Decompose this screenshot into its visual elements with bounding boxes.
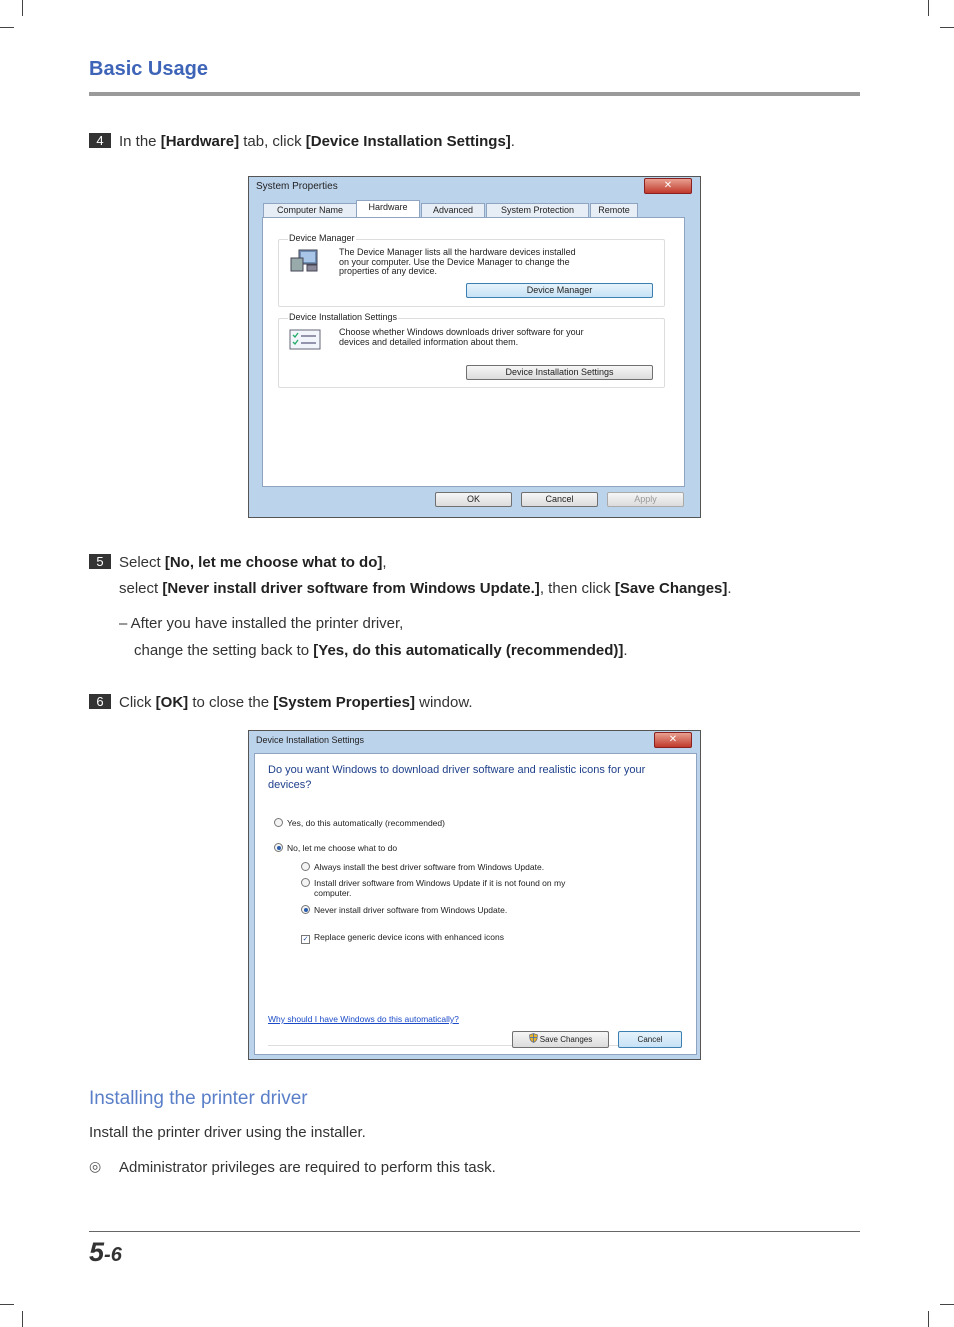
step-text: .: [727, 580, 732, 597]
option-install-if-not-found[interactable]: [301, 878, 565, 898]
section-title: Installing the printer driver: [89, 1088, 308, 1109]
question-line: Do you want Windows to download driver software and realistic icons for your: [268, 764, 646, 776]
step-text: , then click: [539, 580, 615, 597]
option-label: Always install the best driver software from Windows Update.: [314, 862, 545, 872]
option-label: Yes, do this automatically (recommended): [287, 818, 445, 828]
step-emph: [Never install driver software from Windows Update.]: [162, 580, 540, 597]
close-button[interactable]: ✕: [654, 732, 692, 748]
ok-button[interactable]: OK: [435, 492, 512, 507]
cancel-button[interactable]: Cancel: [521, 492, 598, 507]
step-text: change the setting back to: [134, 642, 314, 659]
crop-mark: [22, 0, 23, 16]
step-5-note-2: [134, 641, 628, 661]
option-yes-automatic[interactable]: [274, 818, 445, 828]
device-installation-settings-button[interactable]: Device Installation Settings: [466, 365, 653, 380]
tab-remote[interactable]: Remote: [590, 203, 638, 217]
group-description: [339, 248, 649, 277]
step-text: In the: [119, 133, 161, 150]
why-automatic-link[interactable]: Why should I have Windows do this automatically?: [268, 1014, 459, 1024]
option-label: Never install driver software from Windows Update.: [314, 905, 508, 915]
desc-line: Choose whether Windows downloads driver software for your: [339, 327, 584, 337]
step-text: to close the: [188, 694, 274, 711]
tab-hardware[interactable]: Hardware: [356, 200, 420, 218]
checkbox-checked-icon[interactable]: ✓: [302, 936, 309, 943]
step-5-note-1: – After you have installed the printer driver,: [119, 615, 404, 632]
crop-mark: [0, 1304, 14, 1305]
desc-line: devices and detailed information about them.: [339, 336, 519, 347]
option-label: No, let me choose what to do: [287, 843, 398, 853]
close-button[interactable]: ✕: [644, 178, 692, 194]
settings-panel: [254, 753, 697, 1055]
desc-line: The Device Manager lists all the hardware devices installed: [339, 247, 576, 257]
step-text: Select: [119, 554, 165, 571]
section-header: Basic Usage: [89, 58, 208, 80]
step-text: tab, click: [239, 133, 306, 150]
group-title: Device Manager: [289, 233, 355, 243]
desc-line: on your computer. Use the Device Manager to change the: [339, 256, 570, 267]
system-properties-dialog: [248, 176, 701, 518]
step-6: [89, 693, 473, 713]
step-emph: [Yes, do this automatically (recommended)]: [313, 642, 624, 659]
device-manager-button[interactable]: Device Manager: [466, 283, 653, 298]
step-emph: [Hardware]: [160, 133, 240, 150]
step-emph: [System Properties]: [273, 694, 415, 711]
question-text: [268, 763, 688, 793]
page-number-major: 5: [89, 1237, 105, 1267]
device-manager-icon: [289, 248, 321, 274]
option-label: Install driver software from Windows Update if it is not found on my: [314, 878, 566, 888]
crop-mark: [22, 1311, 23, 1327]
group-description: [339, 328, 649, 347]
radio-selected-icon[interactable]: [274, 843, 283, 852]
note-text: Administrator privileges are required to perform this task.: [119, 1159, 496, 1176]
crop-mark: [0, 27, 14, 28]
save-changes-button[interactable]: [512, 1031, 609, 1048]
group-title: Device Installation Settings: [289, 312, 398, 322]
step-text: ,: [382, 554, 387, 571]
step-text: .: [623, 642, 628, 659]
option-label: computer.: [314, 888, 352, 898]
desc-line: properties of any device.: [339, 266, 438, 276]
page-number-minor: -6: [104, 1244, 122, 1266]
step-4: [89, 132, 515, 152]
dialog-title: System Properties: [256, 181, 338, 192]
step-text: .: [510, 133, 515, 150]
step-emph: [Device Installation Settings]: [305, 133, 511, 150]
cancel-button[interactable]: Cancel: [618, 1031, 682, 1048]
section-body: Install the printer driver using the installer.: [89, 1124, 366, 1141]
radio-icon[interactable]: [274, 818, 283, 827]
device-installation-settings-dialog: [248, 730, 701, 1060]
radio-icon[interactable]: [301, 862, 310, 871]
tab-advanced[interactable]: Advanced: [421, 203, 485, 217]
page-number: [89, 1237, 122, 1268]
crop-mark: [928, 1311, 929, 1327]
step-number: 5: [89, 554, 111, 569]
hardware-panel: [262, 217, 685, 487]
tab-system-protection[interactable]: System Protection: [486, 203, 589, 217]
option-no-choose[interactable]: [274, 843, 397, 853]
footer-rule: [89, 1231, 860, 1232]
crop-mark: [940, 1304, 954, 1305]
button-label: Save Changes: [539, 1035, 593, 1044]
header-rule: [89, 92, 860, 96]
radio-selected-icon[interactable]: [301, 905, 310, 914]
crop-mark: [928, 0, 929, 16]
step-number: 4: [89, 133, 111, 148]
note-icon: ◎: [89, 1158, 102, 1174]
replace-icons-checkbox[interactable]: [301, 932, 504, 944]
step-emph: [No, let me choose what to do]: [164, 554, 383, 571]
option-always-install[interactable]: [301, 862, 544, 872]
tab-computer-name[interactable]: Computer Name: [263, 203, 357, 217]
device-installation-group: [278, 312, 665, 388]
step-text: window.: [414, 694, 473, 711]
apply-button[interactable]: Apply: [607, 492, 684, 507]
radio-icon[interactable]: [301, 878, 310, 887]
step-emph: [Save Changes]: [614, 580, 728, 597]
question-line: devices?: [268, 779, 312, 791]
option-never-install[interactable]: [301, 905, 507, 915]
step-text: select: [119, 580, 163, 597]
dialog-title: Device Installation Settings: [256, 735, 365, 745]
step-5-line-2: [119, 579, 732, 599]
settings-checklist-icon: [289, 329, 321, 351]
crop-mark: [940, 27, 954, 28]
shield-icon: [529, 1033, 538, 1043]
checkbox-label: Replace generic device icons with enhanced icons: [314, 932, 504, 942]
step-text: Click: [119, 694, 156, 711]
step-5: [89, 553, 387, 573]
step-number: 6: [89, 694, 111, 709]
step-emph: [OK]: [155, 694, 189, 711]
device-manager-group: [278, 233, 665, 307]
